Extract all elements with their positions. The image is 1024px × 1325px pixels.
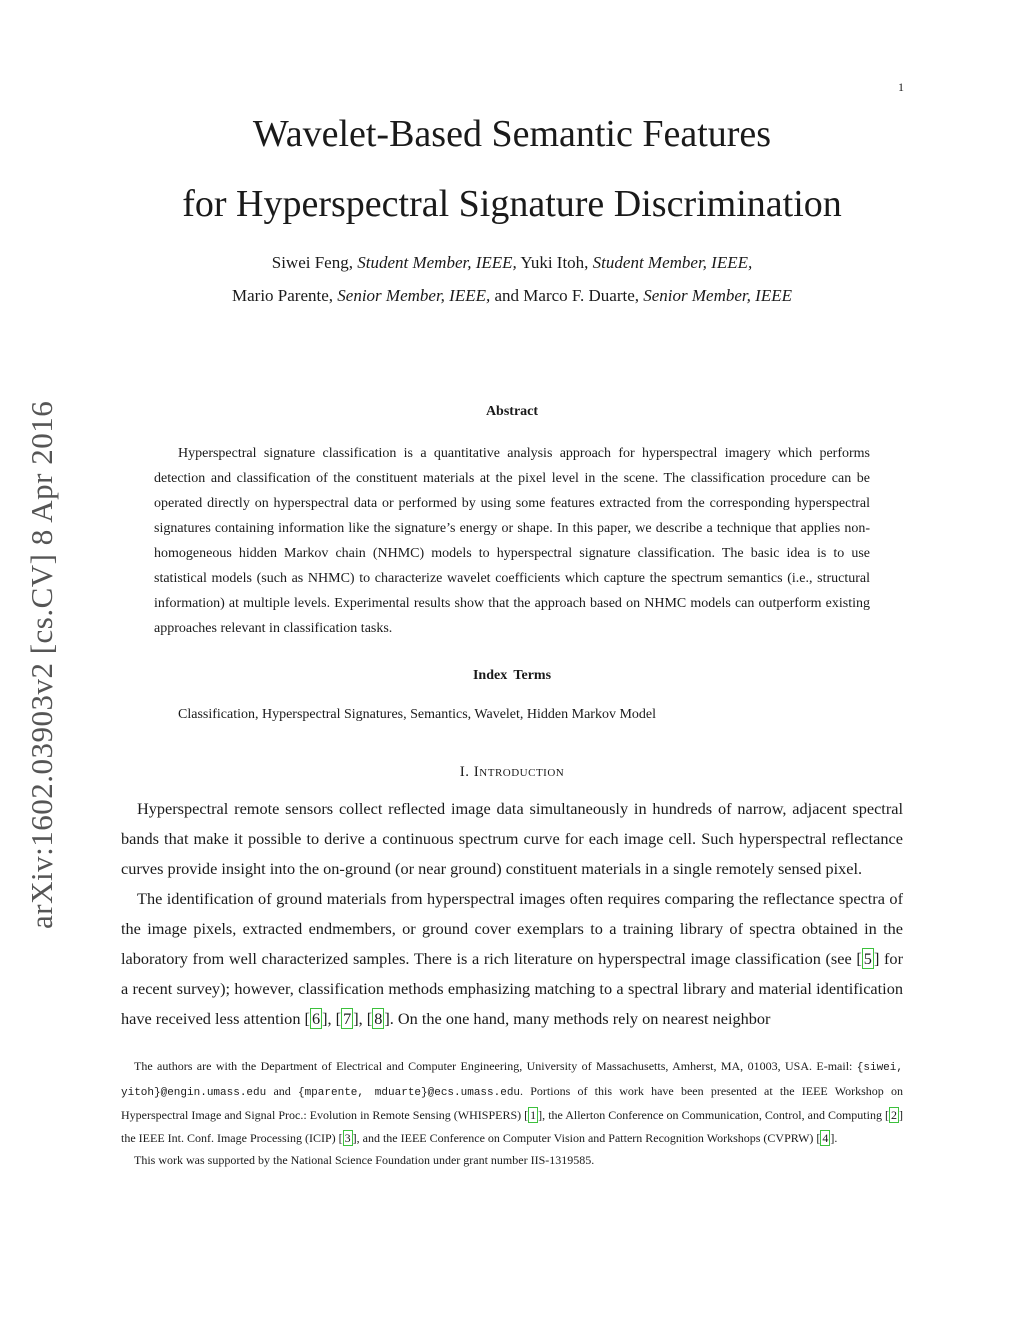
citation-link[interactable]: 4 [822, 1130, 829, 1145]
index-terms-heading: Index Terms [472, 668, 552, 683]
footnotes [121, 1055, 903, 1172]
section-number: I. [459, 764, 470, 780]
text-span: and [266, 1083, 298, 1098]
citation-link[interactable]: 1 [530, 1108, 537, 1123]
citation-link[interactable]: 8 [374, 1009, 383, 1028]
author-name: Mario Parente, [232, 286, 334, 305]
author-name: and Marco F. Duarte, [494, 286, 640, 305]
author-role: Senior Member, IEEE [643, 286, 792, 305]
citation-link[interactable]: 2 [891, 1108, 897, 1123]
footnote-funding: This work was supported by the National Science Foundation under grant number IIS-1319585. [134, 1153, 595, 1168]
citation-link[interactable]: 5 [863, 949, 872, 968]
footnote-affiliation: The authors are with the Department of Electrical and Computer Engineering, University of Massachusetts, Amherst, MA, 01003, USA. E-mail: {siwei, yitoh}@engin.umass.edu and {mparente, mduarte}@ecs.umass.edu. Portions of this work have been presented at the IEEE Workshop on Hyperspectral Image and Signal Proc.: Evolution in Remote Sensing (WHISPERS) [ 1 ], the Allerton Conference on Communication, Control, and Computing [ 2 ] the IEEE Int. Conf. Image Processing (ICIP) [ 3 ], and the IEEE Conference on Computer Vision and Pattern Recognition Workshops (CVPRW) [ 4 ]. [121, 1059, 903, 1145]
introduction-body [121, 794, 903, 1034]
index-terms: Classification, Hyperspectral Signatures, Semantics, Wavelet, Hidden Markov Model [178, 707, 657, 722]
email-address: {mparente, mduarte}@ecs.umass.edu [297, 1086, 521, 1099]
text-span: , and the IEEE Conference on Computer Vision and Pattern Recognition Workshops (CVPRW) [356, 1130, 817, 1145]
author-line-2 [0, 285, 1024, 307]
citation-link[interactable]: 7 [343, 1009, 352, 1028]
author-role: Student Member, IEEE, [592, 253, 753, 272]
author-role: Student Member, IEEE, [357, 253, 517, 272]
email-address: {siwei, yitoh}@engin.umass.edu [121, 1062, 903, 1099]
section-title: Introduction [473, 764, 565, 780]
abstract-text: Hyperspectral signature classification is a quantitative analysis approach for hyperspectral imagery which performs detection and classification of the constituent materials at the pixel level in the scene. The classification procedure can be operated directly on hyperspectral data or performed by using some features extracted from the corresponding hyperspectral signatures containing information like the signature’s energy or shape. In this paper, we describe a technique that applies non-homogeneous hidden Markov chain (NHMC) models to hyperspectral signature classification. The basic idea is to use statistical models (such as NHMC) to characterize wavelet coefficients which capture the spectrum semantics (i.e., structural information) at multiple levels. Experimental results show that the approach based on NHMC models can outperform existing approaches relevant in classification tasks. [154, 446, 870, 636]
text-span: for a recent survey); however, classification methods emphasizing matching to a spectral library and material identification have received less attention [121, 949, 903, 1028]
citation-link[interactable]: 6 [311, 1009, 321, 1028]
paper-title-line-1: Wavelet-Based Semantic Features [252, 113, 772, 155]
text-span: The authors are with the Department of Electrical and Computer Engineering, University of Massachusetts, Amherst, MA, 01003, USA. E-mail: [134, 1059, 857, 1073]
citation-link[interactable]: 3 [344, 1130, 351, 1145]
section-heading-introduction [0, 764, 1024, 781]
intro-paragraph-2: The identification of ground materials from hyperspectral images often requires comparing the reflectance spectra of the image pixels, extracted endmembers, or ground cover exemplars to a training library of spectra obtained in the laboratory from well characterized samples. There is a rich literature on hyperspectral image classification (see [ 5 ] for a recent survey); however, classification methods emphasizing matching to a spectral library and material identification have received less attention [ 6 ], [ 7 ], [ 8 ]. On the one hand, many methods rely on nearest neighbor [121, 889, 903, 1028]
author-name: Siwei Feng, [271, 253, 353, 272]
text-span: . Portions of this work have been presented at the IEEE Workshop on Hyperspectral Image and Signal Proc.: Evolution in Remote Sensing (WHISPERS) [121, 1083, 903, 1123]
abstract-body [154, 441, 870, 641]
paper-title-line-2: for Hyperspectral Signature Discrimination [182, 183, 842, 225]
text-span: The identification of ground materials from hyperspectral images often requires comparing the reflectance spectra of the image pixels, extracted endmembers, or ground cover exemplars to a training library of spectra obtained in the laboratory from well characterized samples. There is a rich literature on hyperspectral image classification (see [121, 889, 903, 968]
text-span: , the Allerton Conference on Communication, Control, and Computing [542, 1108, 885, 1123]
text-span: the IEEE Int. Conf. Image Processing (ICIP) [121, 1130, 339, 1145]
abstract-heading: Abstract [485, 404, 539, 419]
author-line-1 [0, 252, 1024, 274]
page-number: 1 [898, 80, 904, 94]
text-span: . On the one hand, many methods rely on nearest neighbor [389, 1009, 771, 1028]
author-name: Yuki Itoh, [520, 253, 589, 272]
author-role: Senior Member, IEEE, [337, 286, 491, 305]
text-span: . [834, 1130, 838, 1145]
arxiv-side-label: arXiv:1602.03903v2 [cs.CV] 8 Apr 2016 [24, 400, 59, 929]
intro-paragraph-1: Hyperspectral remote sensors collect reflected image data simultaneously in hundreds of narrow, adjacent spectral bands that make it possible to derive a continuous spectrum curve for each image cell. Such hyperspectral reflectance curves provide insight into the on-ground (or near ground) constituent materials in a single remotely sensed pixel. [121, 799, 903, 878]
